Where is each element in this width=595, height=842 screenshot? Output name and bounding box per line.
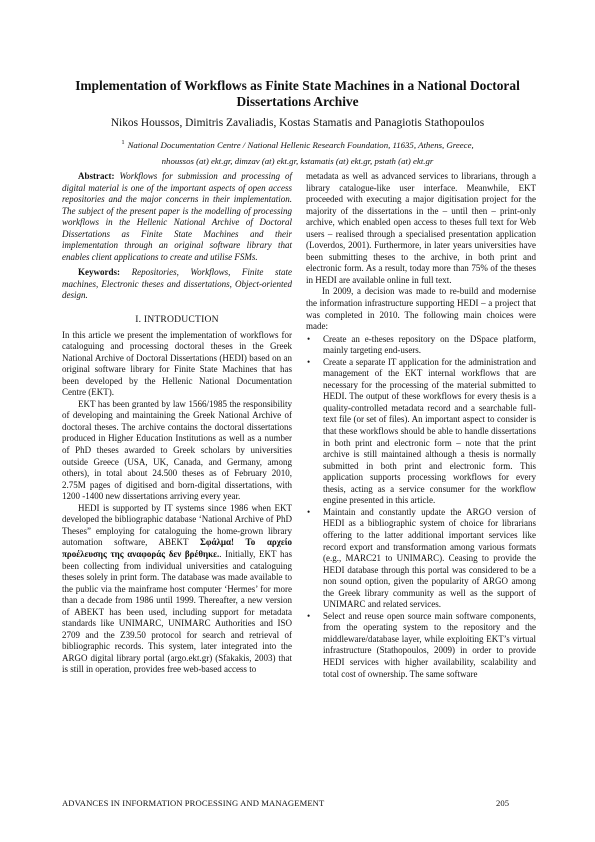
author-emails: nhoussos (at) ekt.gr, dimzav (at) ekt.gr, kstamatis (at) ekt.gr, pstath (at) ekt.gr (161, 156, 434, 166)
bullet-icon: • (307, 356, 311, 367)
left-column (62, 171, 292, 676)
list-item (306, 357, 536, 507)
affiliation-marker: 1 (121, 139, 125, 146)
keywords (62, 267, 292, 302)
list-item (306, 507, 536, 611)
keywords-label: Keywords: (78, 267, 120, 278)
abstract-text: Workflows for submission and processing of digital material is one of the important aspects of open access repositories and the major concerns in their implementation. The subject of the present paper is the modelling of processing workflows in the Hellenic National Archive of Doctoral Dissertations as Finite State Machines and their implementation through an original software library that enables client applications to create and utilise FSMs. (62, 171, 292, 262)
keywords-text: Repositories, Workflows, Finite state machines, Electronic theses and dissertations, Object-oriented design. (62, 267, 292, 301)
intro-paragraph-3-end: . Initially, EKT has been collecting from individual universities and cataloguing theses solely in print form. The database was made available to the public via the mainframe host computer ‘Hermes’ for more than a decade from 1986 until 1999. Thereafter, a new version of ABEKT has been used, including support for metadata standards like UNIMARC, UNIMARC Authorities and ISO 2709 and the Z39.50 protocol for search and retrieval of bibliographic records. This system, later integrated into the ARGO digital library portal (argo.ekt.gr) (Sfakakis, 2003) that is still in operation, provides free web-based access to (62, 548, 292, 675)
paper-title: Implementation of Workflows as Finite State Machines in a National Doctoral Dissertations Archive (75, 78, 520, 109)
list-item (306, 611, 536, 680)
body-paragraph-continued: metadata as well as advanced services to librarians, through a library catalogue-like user interface. Meanwhile, EKT proceeded with executing a major digitisation project for the majority of the dissertations in the – until then – print-only archive, which enabled open access to theses full text for Web users – realised through a specialised presentation application (Loverdos, 2001). Furthermore, in later years universities have been submitting theses to the archive, in both print and electronic form. As a result, today more than 75% of the theses in HEDI are available online in full text. (306, 171, 536, 285)
bullet-icon: • (307, 333, 311, 344)
list-item-text: Select and reuse open source main software components, from the operating system to the repository and the middleware/database layer, while exploiting EKT’s virtual infrastructure (Stathopoulos, 2009) in order to provide HEDI services with higher availability, scalability and total cost of ownership. The same software (323, 610, 536, 679)
broken-reference-error: Σφάλμα! Το αρχείο προέλευσης της αναφοράς δεν βρέθηκε. (62, 537, 292, 559)
affiliation-line (40, 135, 555, 153)
intro-paragraph-3 (62, 503, 292, 676)
intro-paragraph-2: EKT has been granted by law 1566/1985 the responsibility of developing and maintaining the Greek National Archive of doctoral theses. The archive contains the doctoral dissertations produced in Higher Education Institutions as well as a number of PhD theses awarded to Greek scholars by universities outside Greece (USA, UK, Canada, and Germany, among others), in total about 24.500 theses as of February 2010, 2.75M pages of digitised and born-digital dissertations, with 1200 -1400 new dissertations arriving every year. (62, 398, 292, 502)
affiliation-text: National Documentation Centre / National Hellenic Research Foundation, 11635, Athens, Greece, (127, 140, 474, 150)
right-column (306, 171, 536, 680)
bullet-icon: • (307, 506, 311, 517)
list-item-text: Create an e-theses repository on the DSpace platform, mainly targeting end-users. (323, 333, 536, 356)
author-list: Nikos Houssos, Dimitris Zavaliadis, Kostas Stamatis and Panagiotis Stathopoulos (110, 117, 485, 129)
choices-list (306, 334, 536, 680)
intro-paragraph-1: In this article we present the implementation of workflows for cataloguing and processing doctoral theses in the Greek National Archive of Doctoral Dissertations (HEDI) based on an original software library for Finite State Machines that has been developed by the Hellenic National Documentation Centre (EKT). (62, 329, 292, 398)
abstract (62, 171, 292, 263)
list-item (306, 334, 536, 357)
body-paragraph-decision: In 2009, a decision was made to re-build and modernise the information infrastructure supporting HEDI – a project that was completed in 2010. The following main choices were made: (306, 286, 536, 332)
page-number: 205 (496, 798, 510, 808)
section-heading-introduction: I. INTRODUCTION (135, 314, 219, 326)
affiliation-block (40, 135, 555, 169)
bullet-icon: • (307, 610, 311, 621)
running-footer-journal: ADVANCES IN INFORMATION PROCESSING AND MANAGEMENT (62, 798, 325, 808)
abstract-label: Abstract: (78, 171, 115, 181)
list-item-text: Create a separate IT application for the administration and management of the EKT internal workflows that are necessary for the processing of the material submitted to HEDI. The output of these workflows for every thesis is a quality-controlled metadata record and a searchable full-text file (or set of files). An important aspect to consider is that these workflows should be able to handle dissertations in both print and electronic form – note that the print archive is still maintained although a thesis is normally submitted in both print and electronic form. This application supports processing workflows for every thesis, acting as a service consumer for the workflow engine presented in this article. (323, 356, 536, 506)
intro-paragraph-3-start: HEDI is supported by IT systems since 1986 when EKT developed the bibliographic database ‘National Archive of PhD Theses” employing for cataloguing the home-grown library automation software, ABEKT (62, 502, 292, 548)
list-item-text: Maintain and constantly update the ARGO version of HEDI as a bibliographic system of choice for librarians offering to the latter additional important services like record export and transformation among various formats (e.g., MARC21 to UNIMARC). Ceasing to provide the HEDI database through this portal was considered to be a non sound option, given the popularity of ARGO among the Greek library community as well as the support of UNIMARC and related services. (323, 506, 536, 610)
